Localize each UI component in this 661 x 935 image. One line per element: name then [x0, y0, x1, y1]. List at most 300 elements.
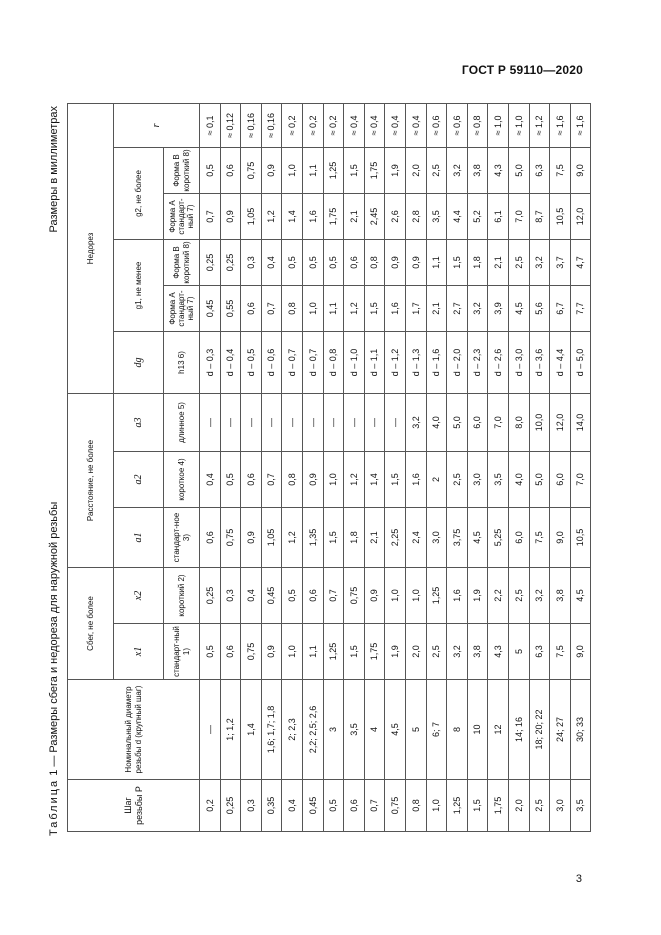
table-cell: 1,5 — [344, 624, 365, 680]
table-cell: 2,5 — [529, 780, 550, 832]
table-cell: 2 — [426, 452, 447, 508]
table-cell: 3,0 — [426, 508, 447, 568]
table-cell: 3,2 — [447, 147, 468, 193]
table-cell: 2,0 — [405, 624, 426, 680]
table-cell: 2,6 — [385, 193, 406, 239]
g1-form-b-label: Форма В — [172, 246, 182, 279]
table-cell: 2,1 — [488, 239, 509, 285]
table-cell: d – 0,7 — [302, 331, 323, 393]
table-cell: — — [241, 393, 262, 451]
table-cell: 4,0 — [426, 393, 447, 451]
table-cell: 3,8 — [467, 624, 488, 680]
table-row — [241, 103, 262, 831]
table-cell: ≈ 1,6 — [550, 103, 571, 147]
table-row — [405, 103, 426, 831]
table-cell: 0,5 — [323, 780, 344, 832]
g2-standard-label: стандарт-ный 7) — [176, 198, 196, 235]
table-cell: 2,0 — [405, 147, 426, 193]
table-cell: ≈ 0,4 — [405, 103, 426, 147]
table-cell: 3,5 — [426, 193, 447, 239]
table-cell: 0,7 — [261, 452, 282, 508]
table-cell: 1,0 — [426, 780, 447, 832]
table-cell: 30; 33 — [570, 680, 591, 780]
table-cell: 2,2 — [488, 568, 509, 624]
g1-form-b-header — [164, 239, 200, 285]
table-cell: 7,0 — [508, 193, 529, 239]
table-cell: 3,5 — [488, 452, 509, 508]
col-r-header: r — [114, 103, 200, 147]
table-cell: 2,1 — [426, 285, 447, 331]
table-cell: 1,5 — [323, 508, 344, 568]
table-cell: 1,1 — [302, 624, 323, 680]
table-cell: 0,6 — [241, 452, 262, 508]
col-a2-header: a2 — [114, 452, 164, 508]
table-cell: 5 — [508, 624, 529, 680]
table-cell: 1,6; 1,7; 1,8 — [261, 680, 282, 780]
table-cell: ≈ 0,6 — [426, 103, 447, 147]
table-cell: d – 2,6 — [488, 331, 509, 393]
table-cell: 0,9 — [302, 452, 323, 508]
table-cell: 2,5 — [426, 147, 447, 193]
table-cell: 0,75 — [241, 147, 262, 193]
table-cell: 3,0 — [467, 452, 488, 508]
table-cell: 4 — [364, 680, 385, 780]
table-cell: 2,0 — [508, 780, 529, 832]
table-cell: ≈ 0,2 — [323, 103, 344, 147]
table-cell: — — [261, 393, 282, 451]
table-cell: 6,7 — [550, 285, 571, 331]
table-cell: 0,6 — [220, 147, 241, 193]
table-cell: d – 2,3 — [467, 331, 488, 393]
table-cell: 6,1 — [488, 193, 509, 239]
table-row — [570, 103, 591, 831]
g2-form-a-header — [164, 193, 200, 239]
table-cell: 14,0 — [570, 393, 591, 451]
table-cell: — — [302, 393, 323, 451]
table-cell: 1,0 — [282, 147, 303, 193]
table-cell: ≈ 0,16 — [261, 103, 282, 147]
table-cell: 0,3 — [241, 780, 262, 832]
table-cell: — — [323, 393, 344, 451]
table-cell: 0,6 — [241, 285, 262, 331]
table-cell: 0,5 — [302, 239, 323, 285]
x1-standard-header: стандарт-ный 1) — [164, 624, 200, 680]
table-body — [200, 103, 591, 831]
a3-long-header: длинное 5) — [164, 393, 200, 451]
table-row — [447, 103, 468, 831]
table-cell: 5,0 — [508, 147, 529, 193]
table-cell: 1,5 — [467, 780, 488, 832]
table-row — [323, 103, 344, 831]
table-cell: 7,7 — [570, 285, 591, 331]
table-cell: 1,8 — [344, 508, 365, 568]
table-cell: 5,0 — [529, 452, 550, 508]
table-cell: ≈ 0,16 — [241, 103, 262, 147]
table-cell: — — [385, 393, 406, 451]
table-cell: 3,75 — [447, 508, 468, 568]
table-cell: 0,45 — [200, 285, 221, 331]
table-cell: 24; 27 — [550, 680, 571, 780]
table-cell: d – 1,6 — [426, 331, 447, 393]
table-cell: d – 1,3 — [405, 331, 426, 393]
table-cell: 3,8 — [467, 147, 488, 193]
table-cell: 0,8 — [282, 285, 303, 331]
table-cell: 0,7 — [323, 568, 344, 624]
table-cell: d – 3,0 — [508, 331, 529, 393]
g2-form-b-label: Форма В — [172, 154, 182, 187]
table-cell: 0,9 — [261, 624, 282, 680]
table-cell: 12,0 — [550, 393, 571, 451]
table-cell: 3,2 — [405, 393, 426, 451]
table-cell: 1,2 — [344, 285, 365, 331]
table-cell: 8 — [447, 680, 468, 780]
table-cell: 5,25 — [488, 508, 509, 568]
table-cell: 8,7 — [529, 193, 550, 239]
table-caption — [48, 502, 60, 836]
table-cell: 4,3 — [488, 624, 509, 680]
table-cell: 1,25 — [323, 147, 344, 193]
table-cell: 1,5 — [344, 147, 365, 193]
table-cell: 2,7 — [447, 285, 468, 331]
table-cell: 12 — [488, 680, 509, 780]
table-cell: 0,7 — [261, 285, 282, 331]
table-cell: 1,6 — [447, 568, 468, 624]
units-note: Размеры в миллиметрах — [48, 106, 60, 233]
a1-standard-header: стандарт-ное 3) — [164, 508, 200, 568]
table-cell: d – 0,4 — [220, 331, 241, 393]
table-cell: 1,5 — [385, 452, 406, 508]
g2-form-b-header — [164, 147, 200, 193]
table-cell: 0,8 — [282, 452, 303, 508]
table-cell: d – 1,2 — [385, 331, 406, 393]
table-cell: ≈ 0,2 — [282, 103, 303, 147]
document-header: ГОСТ Р 59110—2020 — [461, 63, 583, 77]
table-cell: 6; 7 — [426, 680, 447, 780]
table-cell: 1,4 — [241, 680, 262, 780]
table-cell: 2,25 — [385, 508, 406, 568]
table-cell: — — [282, 393, 303, 451]
table-cell: d – 0,3 — [200, 331, 221, 393]
table-row — [550, 103, 571, 831]
table-cell: 0,5 — [200, 624, 221, 680]
table-cell: d – 2,0 — [447, 331, 468, 393]
table-cell: d – 0,8 — [323, 331, 344, 393]
table-cell: 1,6 — [302, 193, 323, 239]
table-row — [529, 103, 550, 831]
table-cell: 6,0 — [550, 452, 571, 508]
table-cell: 1,0 — [405, 568, 426, 624]
table-cell: 1,7 — [405, 285, 426, 331]
table-cell: ≈ 0,1 — [200, 103, 221, 147]
table-cell: 3,2 — [467, 285, 488, 331]
table-cell: 3,0 — [550, 780, 571, 832]
table-cell: 0,5 — [282, 568, 303, 624]
table-cell: 4,4 — [447, 193, 468, 239]
table-row — [302, 103, 323, 831]
table-cell: 1,9 — [385, 624, 406, 680]
table-cell: 1,05 — [241, 193, 262, 239]
table-cell: 1,1 — [323, 285, 344, 331]
group-undercut-header: Недорез — [68, 103, 114, 393]
table-cell: 3,5 — [570, 780, 591, 832]
table-cell: ≈ 0,4 — [344, 103, 365, 147]
table-cell: 1,6 — [405, 452, 426, 508]
a2-short-header: короткое 4) — [164, 452, 200, 508]
col-a1-header: a1 — [114, 508, 164, 568]
g1-form-a-label: Форма А — [167, 292, 177, 325]
table-cell: 1,6 — [385, 285, 406, 331]
table-cell: 10,0 — [529, 393, 550, 451]
table-row — [467, 103, 488, 831]
table-cell: d – 0,7 — [282, 331, 303, 393]
table-cell: 0,5 — [220, 452, 241, 508]
table-cell: — — [364, 393, 385, 451]
table-cell: 4,7 — [570, 239, 591, 285]
table-cell: 9,0 — [570, 624, 591, 680]
table-cell: 3,5 — [344, 680, 365, 780]
table-cell: 1,1 — [426, 239, 447, 285]
table-cell: 0,4 — [261, 239, 282, 285]
table-cell: ≈ 0,4 — [385, 103, 406, 147]
table-cell: d – 1,0 — [344, 331, 365, 393]
group-distance-header: Расстояние, не более — [68, 393, 114, 567]
table-cell: ≈ 0,4 — [364, 103, 385, 147]
table-cell: 0,3 — [241, 239, 262, 285]
table-cell: 12,0 — [570, 193, 591, 239]
table-cell: 1,8 — [467, 239, 488, 285]
table-cell: 0,6 — [200, 508, 221, 568]
table-row — [426, 103, 447, 831]
table-cell: 5,2 — [467, 193, 488, 239]
table-cell: 2,5 — [447, 452, 468, 508]
table-cell: 0,7 — [200, 193, 221, 239]
table-row — [220, 103, 241, 831]
table-cell: 5,6 — [529, 285, 550, 331]
table-cell: ≈ 1,0 — [508, 103, 529, 147]
table-cell: 0,45 — [302, 780, 323, 832]
table-cell: 9,0 — [570, 147, 591, 193]
table-cell: 1,35 — [302, 508, 323, 568]
table-cell: ≈ 0,6 — [447, 103, 468, 147]
table-cell: 3,9 — [488, 285, 509, 331]
table-row — [200, 103, 221, 831]
table-cell: 0,6 — [302, 568, 323, 624]
table-cell: 6,0 — [508, 508, 529, 568]
table-cell: 0,5 — [282, 239, 303, 285]
table-cell: 0,9 — [405, 239, 426, 285]
table-cell: 2,1 — [344, 193, 365, 239]
runout-table — [67, 103, 591, 832]
table-cell: 1,5 — [364, 285, 385, 331]
table-cell: 0,6 — [344, 239, 365, 285]
table-cell: 4,5 — [570, 568, 591, 624]
table-cell: 0,6 — [220, 624, 241, 680]
table-cell: 3,2 — [529, 568, 550, 624]
table-row — [364, 103, 385, 831]
table-cell: 1,75 — [364, 147, 385, 193]
x2-short-header: короткий 2) — [164, 568, 200, 624]
g1-standard-label: стандарт-ный 7) — [176, 290, 196, 327]
table-cell: 0,75 — [241, 624, 262, 680]
table-cell: 1,1 — [302, 147, 323, 193]
col-x2-header: x2 — [114, 568, 164, 624]
g2-form-a-label: Форма А — [167, 200, 177, 233]
table-cell: 5,0 — [447, 393, 468, 451]
table-cell: 0,9 — [364, 568, 385, 624]
table-row — [385, 103, 406, 831]
table-cell: 7,0 — [570, 452, 591, 508]
table-cell: 4,5 — [508, 285, 529, 331]
table-cell: 1,25 — [447, 780, 468, 832]
table-cell: 1,5 — [447, 239, 468, 285]
table-cell: 1,25 — [323, 624, 344, 680]
table-cell: 1,4 — [282, 193, 303, 239]
table-cell: 7,5 — [550, 624, 571, 680]
g1-form-a-header — [164, 285, 200, 331]
table-cell: ≈ 1,6 — [570, 103, 591, 147]
table-cell: 0,25 — [200, 568, 221, 624]
table-cell: 1,0 — [282, 624, 303, 680]
caption-text: 1 — Размеры сбега и недореза для наружной резьбы — [48, 501, 60, 776]
table-cell: 0,5 — [200, 147, 221, 193]
table-cell: 0,9 — [261, 147, 282, 193]
table-cell: 6,3 — [529, 624, 550, 680]
table-cell: 7,0 — [488, 393, 509, 451]
table-cell: 4,3 — [488, 147, 509, 193]
table-cell: 4,0 — [508, 452, 529, 508]
table-cell: 0,9 — [241, 508, 262, 568]
table-cell: 1,0 — [323, 452, 344, 508]
col-g2-header: g2, не более — [114, 147, 164, 239]
table-cell: 1,75 — [364, 624, 385, 680]
table-cell: 0,25 — [200, 239, 221, 285]
table-cell: 0,75 — [385, 780, 406, 832]
g1-short-label: короткий 8) — [181, 241, 191, 284]
table-cell: 2,4 — [405, 508, 426, 568]
table-cell: 3,2 — [529, 239, 550, 285]
table-cell: 4,5 — [385, 680, 406, 780]
table-cell: 0,4 — [282, 780, 303, 832]
table-cell: ≈ 1,0 — [488, 103, 509, 147]
table-cell: 10,5 — [550, 193, 571, 239]
table-cell: 6,0 — [467, 393, 488, 451]
table-cell: 2; 2,3 — [282, 680, 303, 780]
col-g1-header: g1, не менее — [114, 239, 164, 331]
table-cell: ≈ 0,12 — [220, 103, 241, 147]
col-nominal-header: Номинальный диаметр резьбы d (крупный шаг) — [68, 680, 200, 780]
page-number: 3 — [575, 873, 582, 885]
table-cell: 8,0 — [508, 393, 529, 451]
table-cell: 0,55 — [220, 285, 241, 331]
table-cell: d – 0,6 — [261, 331, 282, 393]
table-cell: 3,8 — [550, 568, 571, 624]
table-cell: 0,75 — [344, 568, 365, 624]
col-pitch-header: Шаг резьбы P — [68, 780, 200, 832]
table-cell: 0,4 — [241, 568, 262, 624]
table-cell: 1,25 — [426, 568, 447, 624]
rotated-table-block — [40, 90, 620, 850]
table-row — [344, 103, 365, 831]
g2-short-label: короткий 8) — [181, 149, 191, 192]
table-cell: 4,5 — [467, 508, 488, 568]
table-cell: 2,45 — [364, 193, 385, 239]
group-runout-header: Сбег, не более — [68, 568, 114, 680]
table-cell: d – 1,1 — [364, 331, 385, 393]
table-cell: 0,9 — [385, 239, 406, 285]
caption-prefix: Таблица — [48, 778, 60, 836]
table-row — [508, 103, 529, 831]
table-cell: — — [200, 680, 221, 780]
table-cell: 5 — [405, 680, 426, 780]
table-cell: — — [200, 393, 221, 451]
table-cell: 1,2 — [261, 193, 282, 239]
table-cell: 0,8 — [364, 239, 385, 285]
table-cell: 0,6 — [344, 780, 365, 832]
table-cell: 2,5 — [508, 239, 529, 285]
table-cell: 7,5 — [550, 147, 571, 193]
table-cell: 1,9 — [385, 147, 406, 193]
table-row — [488, 103, 509, 831]
table-cell: 0,25 — [220, 239, 241, 285]
table-cell: 10 — [467, 680, 488, 780]
table-cell: 2,2; 2,5; 2,6 — [302, 680, 323, 780]
table-cell: 2,8 — [405, 193, 426, 239]
table-cell: 1,75 — [488, 780, 509, 832]
table-cell: ≈ 0,2 — [302, 103, 323, 147]
table-cell: 6,3 — [529, 147, 550, 193]
table-cell: 2,5 — [508, 568, 529, 624]
table-cell: 9,0 — [550, 508, 571, 568]
table-cell: 18; 20; 22 — [529, 680, 550, 780]
table-cell: 0,2 — [200, 780, 221, 832]
table-cell: 1,2 — [282, 508, 303, 568]
col-x1-header: x1 — [114, 624, 164, 680]
table-cell: d – 5,0 — [570, 331, 591, 393]
table-cell: 0,5 — [323, 239, 344, 285]
table-cell: — — [344, 393, 365, 451]
table-cell: 0,8 — [405, 780, 426, 832]
table-cell: d – 3,6 — [529, 331, 550, 393]
table-cell: 1; 1,2 — [220, 680, 241, 780]
table-cell: d – 4,4 — [550, 331, 571, 393]
table-cell: 1,05 — [261, 508, 282, 568]
table-cell: 1,4 — [364, 452, 385, 508]
table-cell: ≈ 0,8 — [467, 103, 488, 147]
table-cell: 14; 16 — [508, 680, 529, 780]
table-cell: 2,1 — [364, 508, 385, 568]
table-cell: ≈ 1,2 — [529, 103, 550, 147]
table-cell: 0,3 — [220, 568, 241, 624]
table-cell: 1,0 — [302, 285, 323, 331]
col-a3-header: a3 — [114, 393, 164, 451]
table-cell: 0,9 — [220, 193, 241, 239]
table-cell: 1,0 — [385, 568, 406, 624]
table-cell: 0,7 — [364, 780, 385, 832]
table-cell: 3 — [323, 680, 344, 780]
table-cell: 0,35 — [261, 780, 282, 832]
table-cell: 1,9 — [467, 568, 488, 624]
dg-h13-header: h13 6) — [164, 331, 200, 393]
table-cell: 10,5 — [570, 508, 591, 568]
table-cell: 1,75 — [323, 193, 344, 239]
table-cell: 7,5 — [529, 508, 550, 568]
col-dg-header: dg — [114, 331, 164, 393]
table-cell: 2,5 — [426, 624, 447, 680]
table-cell: 0,4 — [200, 452, 221, 508]
table-cell: 1,2 — [344, 452, 365, 508]
table-cell: 3,7 — [550, 239, 571, 285]
table-cell: 0,75 — [220, 508, 241, 568]
